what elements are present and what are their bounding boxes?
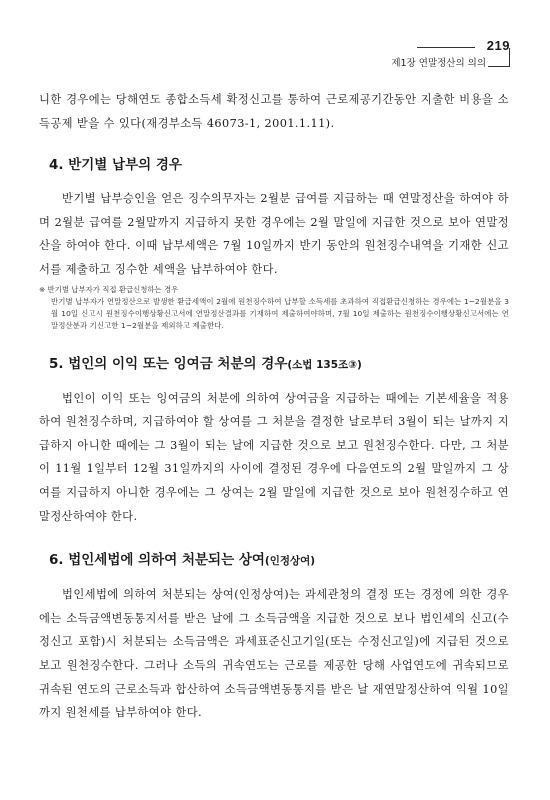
- chapter-rule: [488, 66, 510, 67]
- section-heading-reference: (인정상여): [264, 555, 316, 568]
- section-paragraph: 법인이 이익 또는 잉여금의 처분에 의하여 상여금을 지급하는 때에는 기본세율을 적용하여 원천징수하며, 지급하여야 할 상여를 그 처분을 결정한 날로부터 3월이 되는 날까지 지급하지 아니한 때에는 그 3월이 되는 날에 지급한 것으로 보고 원천징수한다. 다만, 그 처분이 11월 1일부터 12월 31일까지의 사이에 결정된 경우에 다음연도의 2월 말일까지 그 상여를 지급하지 아니한 경우에는 그 상여는 2월 말일에 지급한 것으로 보아 원천징수하고 연말정산하여야 한다.: [39, 391, 509, 523]
- note-title: ※ 반기별 납부자가 직접 환급신청하는 경우: [39, 284, 179, 294]
- header-bracket: [509, 48, 510, 66]
- header-rule: [417, 47, 475, 48]
- section-heading-text: 6. 법인세법에 의하여 처분되는 상여: [49, 552, 265, 569]
- page-header: [350, 38, 510, 68]
- section-heading: [39, 354, 509, 375]
- note-box: [39, 284, 509, 332]
- note-body: 반기별 납부자가 연말정산으로 발생한 환급세액이 2월에 원천징수하여 납부할 소득세를 초과하여 직접환급신청하는 경우에는 1~2월분을 3월 10일 신고시 원천징수이행상황신고서에 연말정산결과를 기재하여 제출하여야하며, 7월 10일 제출하는 원천징수이행상황신고서에는 연말정산분과 기신고한 1~2월분을 제외하고 제출한다.: [51, 296, 509, 330]
- section-paragraph: 법인세법에 의하여 처분되는 상여(인정상여)는 과세관청의 결정 또는 경정에 의한 경우에는 소득금액변동통지서를 받은 날에 그 소득금액을 지급한 것으로 보나 법인세의 신고(수정신고 포함)시 처분되는 소득금액은 과세표준신고기일(또는 수정신고일)에 지급된 것으로 보고 원천징수한다. 그러나 소득의 귀속연도는 근로를 제공한 당해 사업연도에 귀속되므로 귀속된 연도의 근로소득과 합산하여 소득금액변동통지를 받은 날 재연말정산하여 익월 10일까지 원천세를 납부하여야 한다.: [39, 588, 509, 720]
- section-heading: [39, 550, 509, 571]
- section-heading-text: 5. 법인의 이익 또는 잉여금 처분의 경우: [49, 355, 288, 372]
- section-paragraph: 반기별 납부승인을 얻은 징수의무자는 2월분 급여를 지급하는 때 연말정산을 하여야 하며 2월분 급여를 2월말까지 지급하지 못한 경우에는 2월 말일에 지급한 것으로 보아 연말정산을 하여야 한다. 이때 납부세액은 7월 10일까지 반기 동안의 원천징수내역을 기재한 신고서를 제출하고 징수한 세액을 납부하여야 한다.: [39, 192, 509, 276]
- section-heading-reference: (소법 135조③): [287, 358, 362, 371]
- page-number: 219: [486, 38, 510, 53]
- chapter-title: 제1장 연말정산의 의의: [391, 58, 486, 69]
- section-heading-text: 4. 반기별 납부의 경우: [49, 157, 182, 174]
- page-content: [39, 88, 509, 725]
- section-heading: [39, 155, 509, 175]
- intro-paragraph: 니한 경우에는 당해연도 종합소득세 확정신고를 통하여 근로제공기간동안 지출한 비용을 소득공제 받을 수 있다(재경부소득 46073-1, 2001.1.11).: [39, 93, 509, 130]
